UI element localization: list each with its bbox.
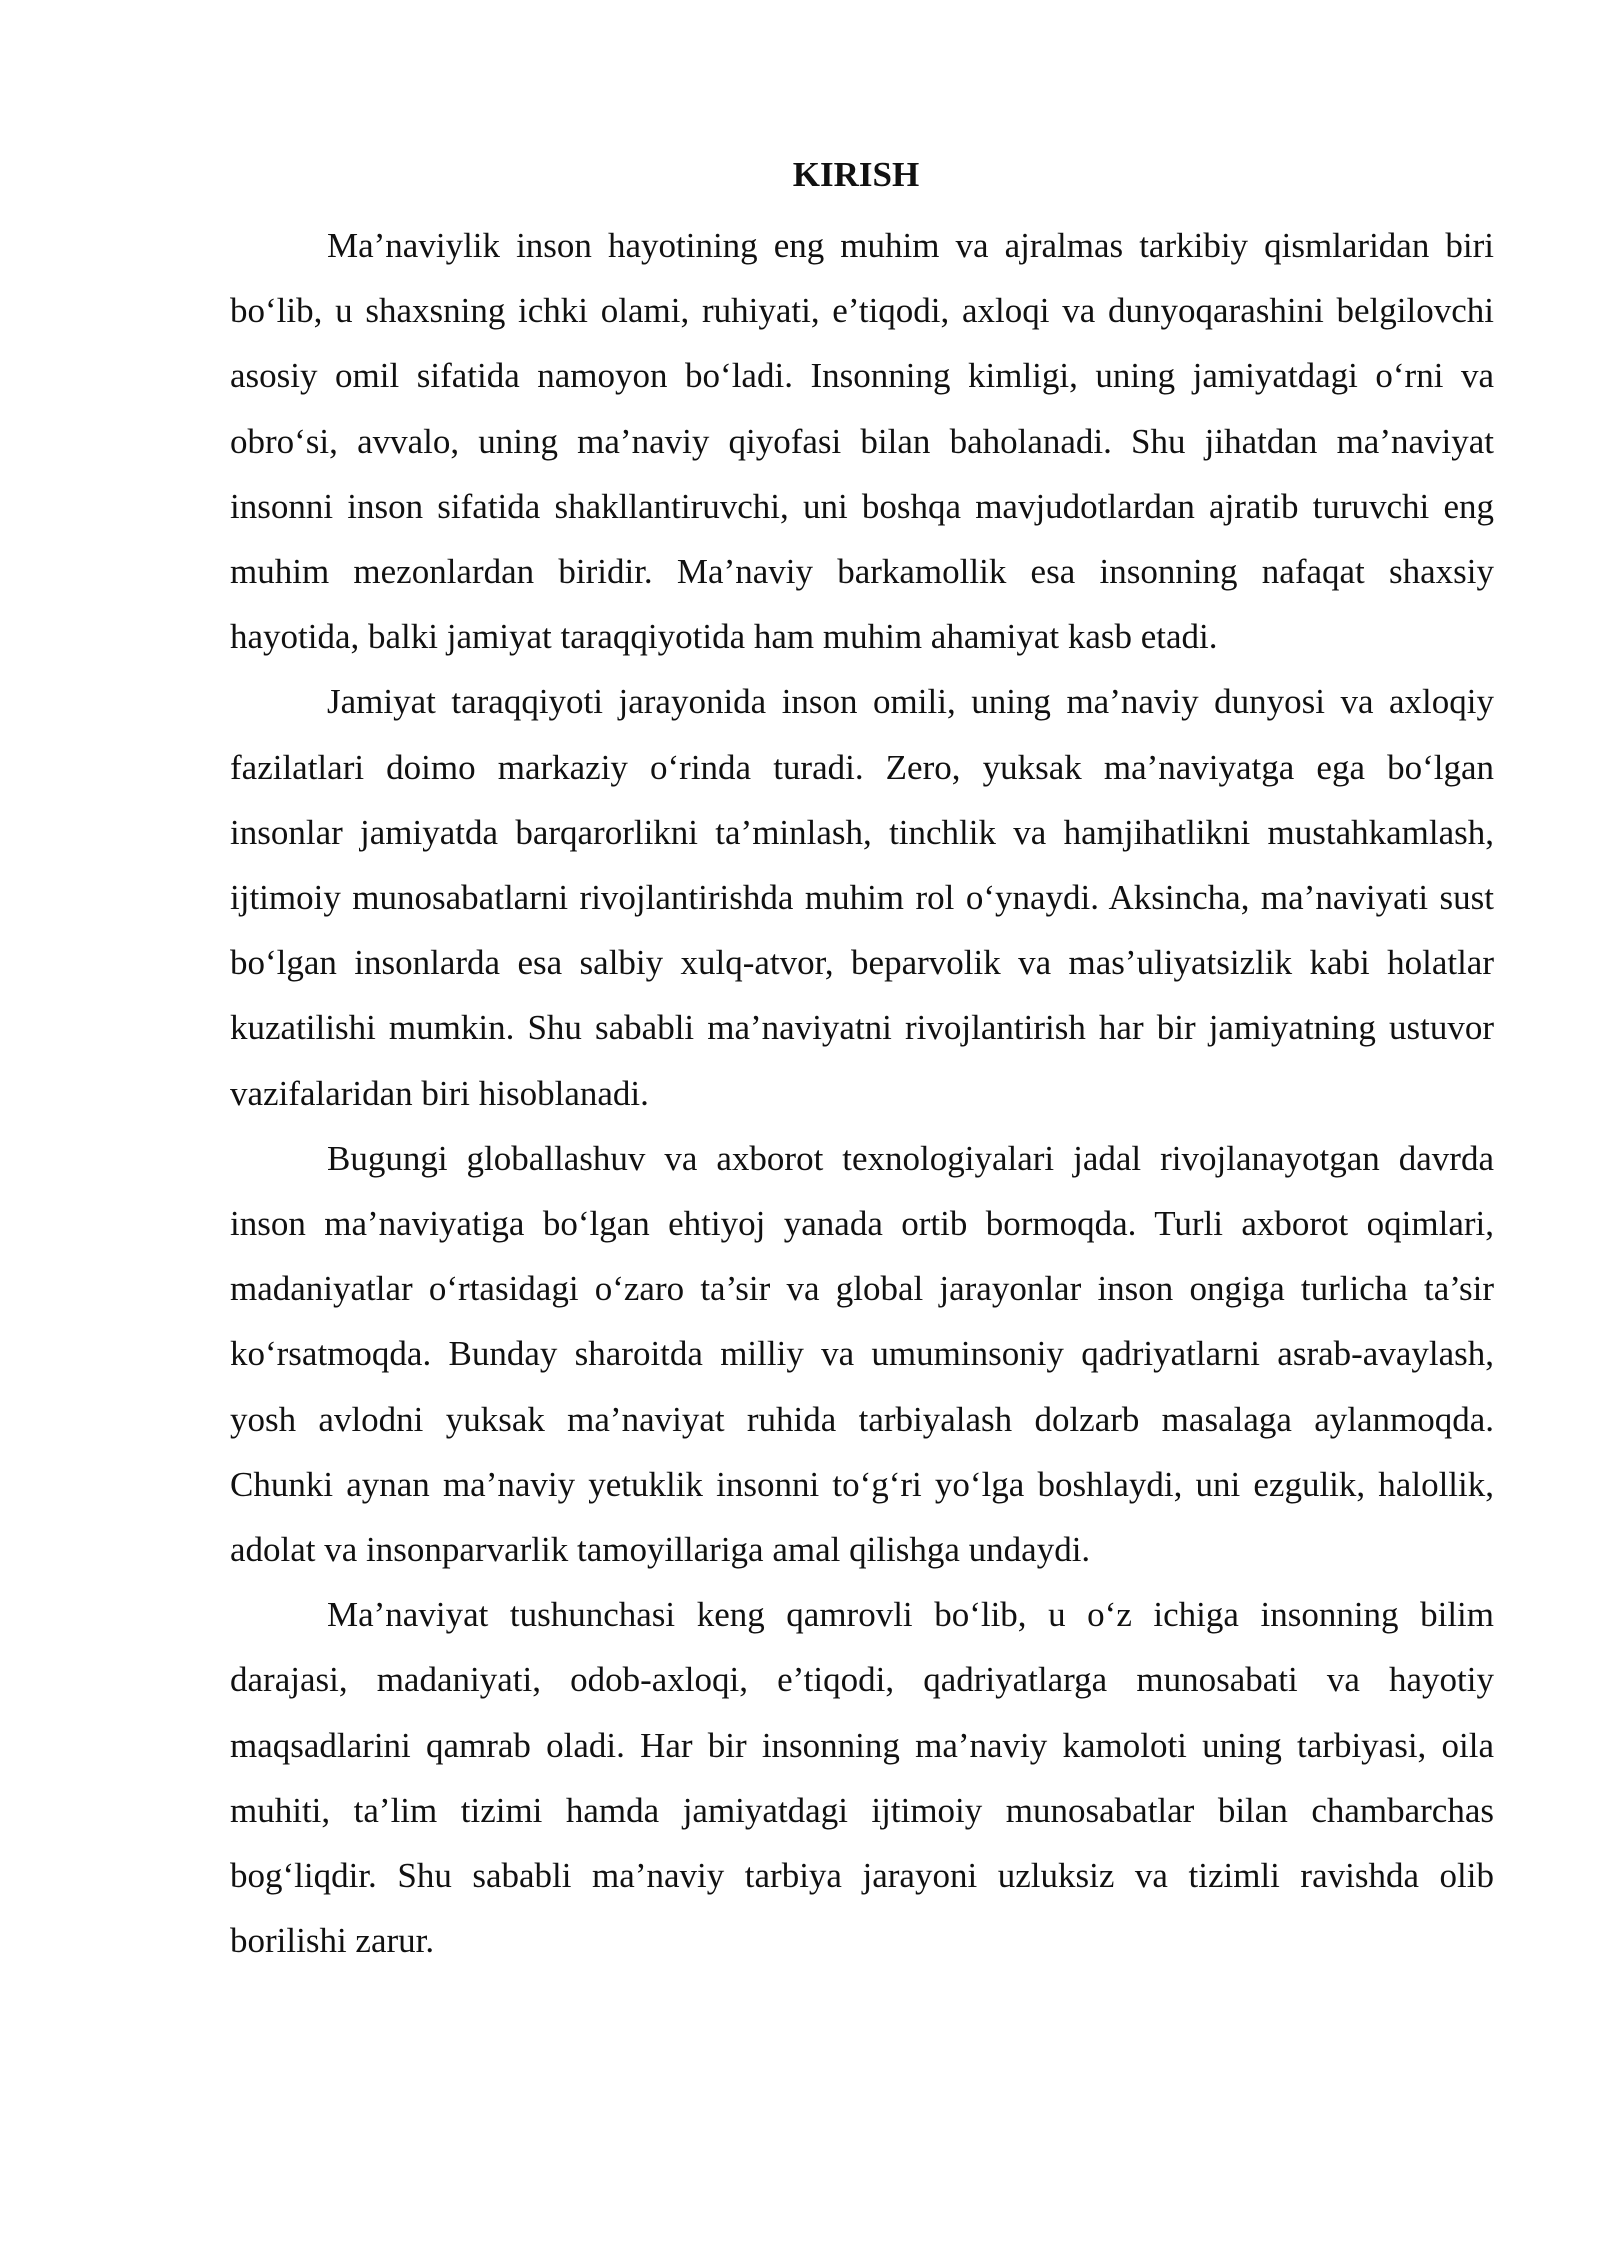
section-title: KIRISH (792, 155, 920, 194)
body-text (230, 213, 1494, 1973)
paragraph-1: Ma’naviylik inson hayotining eng muhim va ajralmas tarkibiy qismlaridan biri bo‘lib, u shaxsning ichki olami, ruhiyati, e’tiqodi, axloqi va dunyoqarashini belgilovchi asosiy omil sifatida namoyon bo‘ladi. Insonning kimligi, uning jamiyatdagi o‘rni va obro‘si, avvalo, uning ma’naviy qiyofasi bilan baholanadi. Shu jihatdan ma’naviyat insonni inson sifatida shakllantiruvchi, uni boshqa mavjudotlardan ajratib turuvchi eng muhim mezonlardan biridir. Ma’naviy barkamollik esa insonning nafaqat shaxsiy hayotida, balki jamiyat taraqqiyotida ham muhim ahamiyat kasb etadi. (230, 226, 1494, 657)
paragraph-4: Ma’naviyat tushunchasi keng qamrovli bo‘lib, u o‘z ichiga insonning bilim darajasi, madaniyati, odob-axloqi, e’tiqodi, qadriyatlarga munosabati va hayotiy maqsadlarini qamrab oladi. Har bir insonning ma’naviy kamoloti uning tarbiyasi, oila muhiti, ta’lim tizimi hamda jamiyatdagi ijtimoiy munosabatlar bilan chambarchas bog‘liqdir. Shu sababli ma’naviy tarbiya jarayoni uzluksiz va tizimli ravishda olib borilishi zarur. (230, 1595, 1494, 1961)
paragraph-3: Bugungi globallashuv va axborot texnologiyalari jadal rivojlanayotgan davrda inson ma’naviyatiga bo‘lgan ehtiyoj yanada ortib bormoqda. Turli axborot oqimlari, madaniyatlar o‘rtasidagi o‘zaro ta’sir va global jarayonlar inson ongiga turlicha ta’sir ko‘rsatmoqda. Bunday sharoitda milliy va umuminsoniy qadriyatlarni asrab-avaylash, yosh avlodni yuksak ma’naviyat ruhida tarbiyalash dolzarb masalaga aylanmoqda. Chunki aynan ma’naviy yetuklik insonni to‘g‘ri yo‘lga boshlaydi, uni ezgulik, halollik, adolat va insonparvarlik tamoyillariga amal qilishga undaydi. (230, 1138, 1494, 1570)
paragraph-2: Jamiyat taraqqiyoti jarayonida inson omili, uning ma’naviy dunyosi va axloqiy fazilatlari doimo markaziy o‘rinda turadi. Zero, yuksak ma’naviyatga ega bo‘lgan insonlar jamiyatda barqarorlikni ta’minlash, tinchlik va hamjihatlikni mustahkamlash, ijtimoiy munosabatlarni rivojlantirishda muhim rol o‘ynaydi. Aksincha, ma’naviyati sust bo‘lgan insonlarda esa salbiy xulq-atvor, beparvolik va mas’uliyatsizlik kabi holatlar kuzatilishi mumkin. Shu sababli ma’naviyatni rivojlantirish har bir jamiyatning ustuvor vazifalaridan biri hisoblanadi. (230, 682, 1494, 1113)
